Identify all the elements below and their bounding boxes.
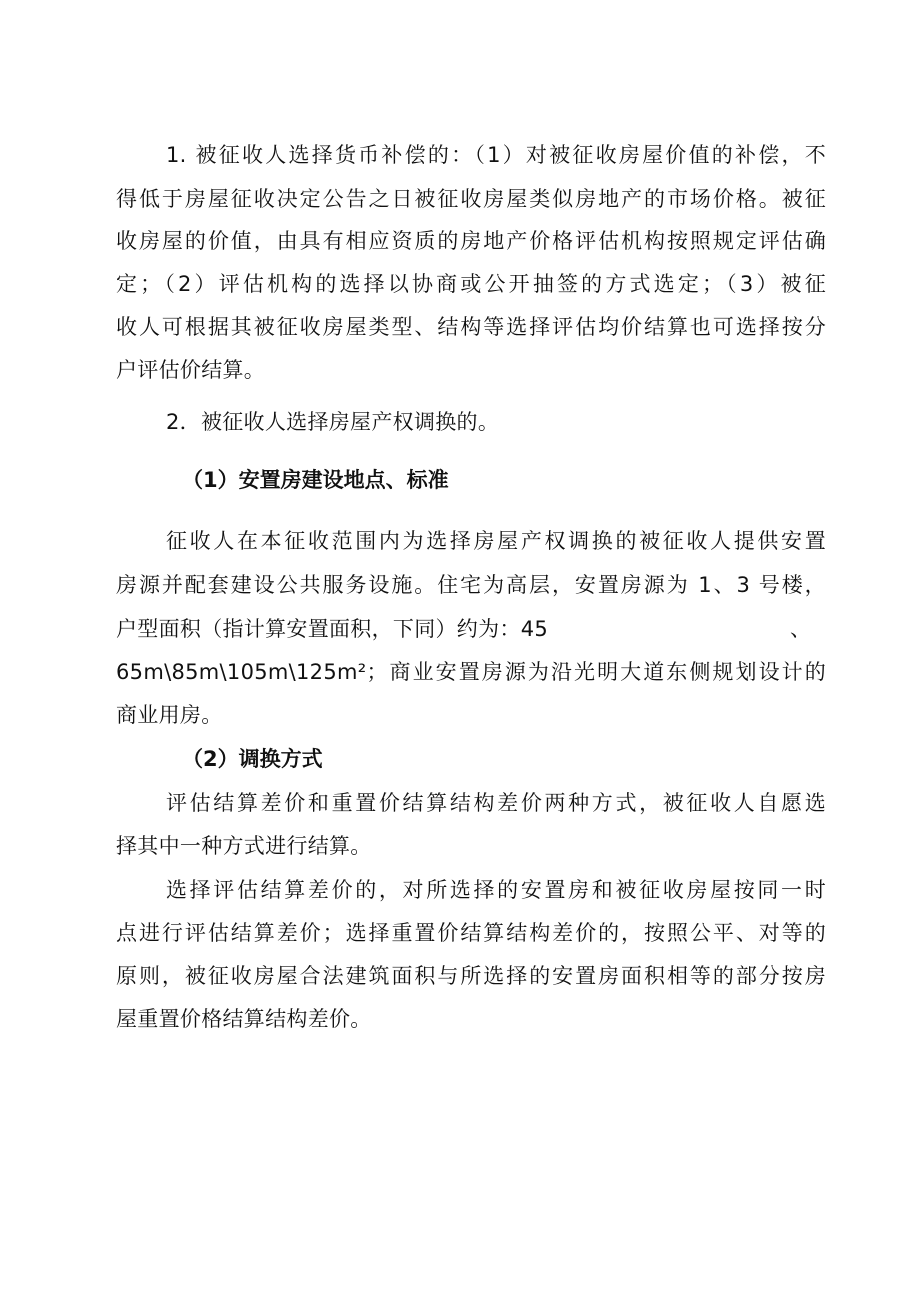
para-5-line-4: 屋重置价格结算结构差价。 xyxy=(116,1007,372,1031)
para-3-line-5: 商业用房。 xyxy=(116,703,223,727)
para-5-line-1: 选择评估结算差价的，对所选择的安置房和被征收房屋按同一时 xyxy=(166,878,826,902)
para-4-line-2: 择其中一种方式进行结算。 xyxy=(116,834,372,858)
section-heading-2: （2）调换方式 xyxy=(182,747,323,771)
para-3-line-2: 房源并配套建设公共服务设施。住宅为高层，安置房源为 1、3 号楼， xyxy=(116,573,826,597)
para-4-line-1: 评估结算差价和重置价结算结构差价两种方式，被征收人自愿选 xyxy=(166,791,826,815)
para-3-line-4: 65m\85m\105m\125m²；商业安置房源为沿光明大道东侧规划设计的 xyxy=(116,660,826,684)
para-1-line-6: 户评估价结算。 xyxy=(116,358,266,382)
para-1-line-5: 收人可根据其被征收房屋类型、结构等选择评估均价结算也可选择按分 xyxy=(116,315,826,339)
para-5-line-2: 点进行评估结算差价；选择重置价结算结构差价的，按照公平、对等的 xyxy=(116,921,826,945)
para-1-line-2: 得低于房屋征收决定公告之日被征收房屋类似房地产的市场价格。被征 xyxy=(116,187,826,211)
para-2-line-1: 2．被征收人选择房屋产权调换的。 xyxy=(166,410,500,434)
para-1-line-3: 收房屋的价值，由具有相应资质的房地产价格评估机构按照规定评估确 xyxy=(116,229,826,253)
para-3-line-1: 征收人在本征收范围内为选择房屋产权调换的被征收人提供安置 xyxy=(166,529,826,553)
para-1-line-1: 1. 被征收人选择货币补偿的：（1）对被征收房屋价值的补偿，不 xyxy=(166,143,826,167)
para-3-line-3-right: 、 xyxy=(790,617,811,641)
section-heading-1: （1）安置房建设地点、标准 xyxy=(182,468,449,492)
para-5-line-3: 原则，被征收房屋合法建筑面积与所选择的安置房面积相等的部分按房 xyxy=(116,964,826,988)
para-3-line-3-left: 户型面积（指计算安置面积，下同）约为：45 xyxy=(116,617,549,641)
para-1-line-4: 定；（2）评估机构的选择以协商或公开抽签的方式选定；（3）被征 xyxy=(116,272,826,296)
